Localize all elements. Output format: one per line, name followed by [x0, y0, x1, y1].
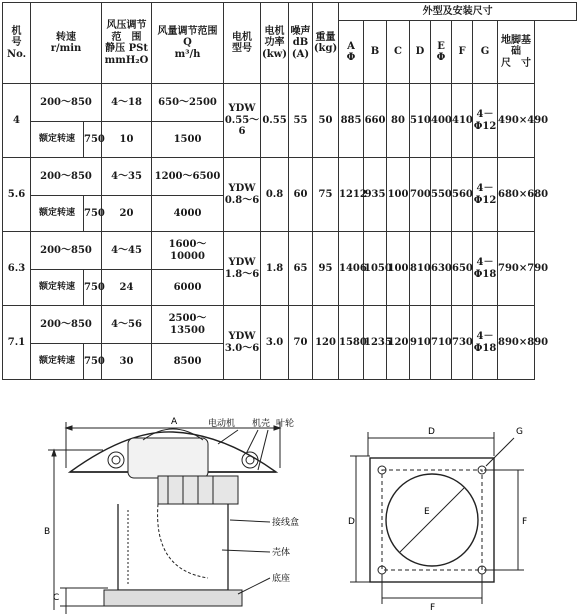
side-label-motor: 电动机 — [208, 419, 236, 429]
cell-e: 630 — [431, 232, 452, 306]
plan-dim-f-right: F — [522, 517, 528, 527]
header-speed: 转速 r/min — [31, 3, 102, 84]
cell-g: 4－Φ12 — [473, 158, 498, 232]
header-airflow: 风量调节范围 Q m³/h — [152, 3, 224, 84]
side-label-impeller: 叶轮 — [276, 419, 295, 429]
cell-flow-range: 2500～13500 — [152, 306, 224, 344]
cell-c: 100 — [387, 232, 410, 306]
header-motor-power: 电机 功率 (kw) — [261, 3, 289, 84]
cell-weight: 75 — [313, 158, 339, 232]
cell-flow-range: 650～2500 — [152, 84, 224, 122]
cell-rated-pressure: 20 — [102, 196, 152, 232]
header-pressure: 风压调节 范 围 静压 PSt mmH₂O — [102, 3, 152, 84]
plan-dim-f-bottom: F — [430, 603, 436, 613]
cell-model-no: 4 — [3, 84, 31, 158]
header-noise: 噪声 dB (A) — [289, 3, 313, 84]
header-dimensions-group: 外型及安装尺寸 — [339, 3, 577, 21]
cell-motor-model — [224, 232, 261, 306]
cell-weight: 50 — [313, 84, 339, 158]
header-dim-a: A Φ — [339, 21, 364, 84]
spec-row-main — [3, 306, 577, 344]
cell-b: 660 — [364, 84, 387, 158]
side-label-casing: 机壳 — [252, 419, 271, 429]
cell-rated-speed: 750 — [84, 270, 102, 306]
fan-side-view-drawing — [8, 410, 338, 614]
plan-dim-d-top: D — [428, 427, 435, 437]
cell-power: 0.55 — [261, 84, 289, 158]
motor-model-line: YDW — [228, 257, 256, 268]
cell-motor-model — [224, 84, 261, 158]
cell-power: 0.8 — [261, 158, 289, 232]
cell-speed-range: 200～850 — [31, 158, 102, 196]
cell-model-no: 5.6 — [3, 158, 31, 232]
cell-base: 890×890 — [498, 306, 535, 380]
header-motor-model: 电机 型号 — [224, 3, 261, 84]
cell-g: 4－Φ12 — [473, 84, 498, 158]
motor-model-line: YDW — [228, 103, 256, 115]
cell-d: 510 — [410, 84, 431, 158]
cell-c: 80 — [387, 84, 410, 158]
cell-noise: 55 — [289, 84, 313, 158]
cell-rated-flow: 1500 — [152, 122, 224, 158]
cell-d: 910 — [410, 306, 431, 380]
plan-dim-g: G — [516, 427, 523, 437]
side-dim-c-label: C — [53, 593, 60, 603]
header-base-size: 地脚基础 尺 寸 — [498, 21, 535, 84]
side-dim-b-label: B — [44, 527, 51, 537]
cell-rated-flow: 6000 — [152, 270, 224, 306]
cell-flow-range: 1600～10000 — [152, 232, 224, 270]
header-dim-g: G — [473, 21, 498, 84]
cell-rated-label: 额定转速 — [31, 270, 84, 306]
motor-model-line: 0.8～6 — [224, 194, 260, 206]
cell-f: 650 — [452, 232, 473, 306]
motor-model-line: 3.0～6 — [224, 342, 260, 354]
cell-noise: 70 — [289, 306, 313, 380]
cell-b: 1235 — [364, 306, 387, 380]
header-weight: 重量 (kg) — [313, 3, 339, 84]
cell-f: 410 — [452, 84, 473, 158]
cell-power: 1.8 — [261, 232, 289, 306]
cell-rated-label: 额定转速 — [31, 196, 84, 232]
cell-rated-speed: 750 — [84, 196, 102, 232]
cell-speed-range: 200～850 — [31, 232, 102, 270]
spec-row-main — [3, 84, 577, 122]
cell-rated-speed: 750 — [84, 122, 102, 158]
cell-e: 550 — [431, 158, 452, 232]
cell-rated-pressure: 30 — [102, 344, 152, 380]
cell-model-no: 7.1 — [3, 306, 31, 380]
motor-model-line: YDW — [228, 183, 256, 194]
cell-a: 1406 — [339, 232, 364, 306]
fan-plan-view-drawing — [346, 418, 556, 612]
cell-pressure-range: 4～56 — [102, 306, 152, 344]
cell-flow-range: 1200～6500 — [152, 158, 224, 196]
spec-table — [2, 2, 577, 380]
plan-dim-e: E — [424, 507, 430, 517]
cell-pressure-range: 4～18 — [102, 84, 152, 122]
header-dim-f: F — [452, 21, 473, 84]
cell-rated-pressure: 10 — [102, 122, 152, 158]
side-label-junction-box: 接线盒 — [272, 518, 300, 528]
cell-c: 100 — [387, 158, 410, 232]
cell-speed-range: 200～850 — [31, 306, 102, 344]
cell-f: 560 — [452, 158, 473, 232]
cell-a: 1580 — [339, 306, 364, 380]
cell-d: 810 — [410, 232, 431, 306]
cell-a: 1212 — [339, 158, 364, 232]
cell-pressure-range: 4～45 — [102, 232, 152, 270]
cell-rated-speed: 750 — [84, 344, 102, 380]
header-model-no: 机 号 No. — [3, 3, 31, 84]
spec-row-main — [3, 232, 577, 270]
cell-power: 3.0 — [261, 306, 289, 380]
plan-dim-d-left: D — [348, 517, 355, 527]
cell-rated-pressure: 24 — [102, 270, 152, 306]
header-dim-b: B — [364, 21, 387, 84]
cell-d: 700 — [410, 158, 431, 232]
cell-rated-label: 额定转速 — [31, 122, 84, 158]
cell-model-no: 6.3 — [3, 232, 31, 306]
side-dim-a-label: A — [171, 417, 178, 427]
cell-weight: 95 — [313, 232, 339, 306]
cell-rated-flow: 8500 — [152, 344, 224, 380]
cell-rated-label: 额定转速 — [31, 344, 84, 380]
cell-a: 885 — [339, 84, 364, 158]
cell-g: 4－Φ18 — [473, 306, 498, 380]
cell-e: 400 — [431, 84, 452, 158]
cell-motor-model — [224, 306, 261, 380]
cell-b: 1050 — [364, 232, 387, 306]
header-dim-d: D — [410, 21, 431, 84]
side-label-base: 底座 — [272, 574, 291, 584]
cell-g: 4－Φ18 — [473, 232, 498, 306]
cell-motor-model — [224, 158, 261, 232]
cell-c: 120 — [387, 306, 410, 380]
cell-pressure-range: 4～35 — [102, 158, 152, 196]
cell-rated-flow: 4000 — [152, 196, 224, 232]
header-dim-e: E Φ — [431, 21, 452, 84]
cell-b: 935 — [364, 158, 387, 232]
cell-noise: 65 — [289, 232, 313, 306]
cell-base: 490×490 — [498, 84, 535, 158]
cell-weight: 120 — [313, 306, 339, 380]
header-dim-c: C — [387, 21, 410, 84]
motor-model-line: YDW — [228, 331, 256, 342]
motor-model-line: 0.55～6 — [224, 114, 260, 138]
cell-speed-range: 200～850 — [31, 84, 102, 122]
cell-f: 730 — [452, 306, 473, 380]
cell-noise: 60 — [289, 158, 313, 232]
spec-table-body — [3, 84, 577, 380]
side-label-shell: 壳体 — [272, 548, 291, 558]
spec-row-main — [3, 158, 577, 196]
cell-e: 710 — [431, 306, 452, 380]
motor-model-line: 1.8～6 — [224, 268, 260, 280]
cell-base: 790×790 — [498, 232, 535, 306]
cell-base: 680×680 — [498, 158, 535, 232]
